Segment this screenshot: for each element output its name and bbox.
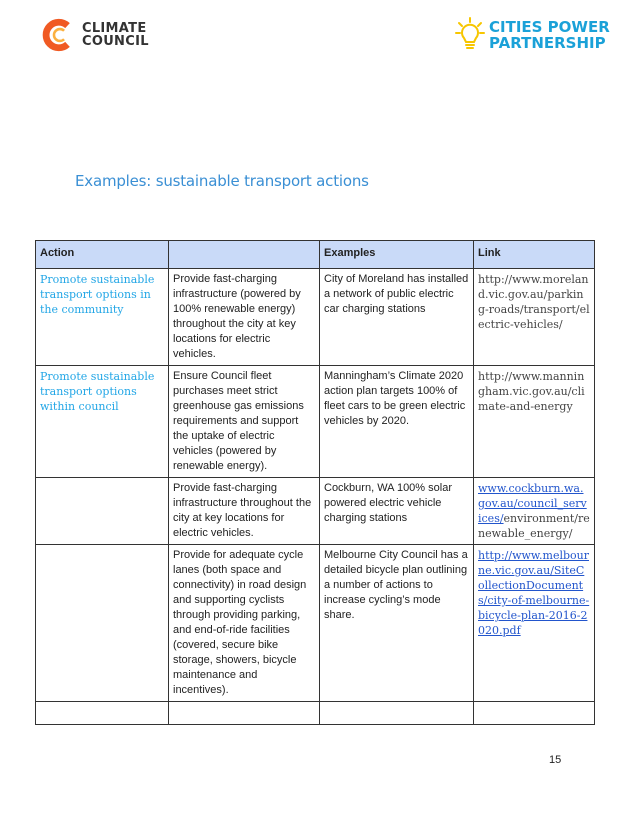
climate-council-c-icon [42, 18, 76, 52]
link-cell [474, 366, 595, 478]
climate-council-line1: CLIMATE [82, 21, 147, 36]
action-cell [36, 478, 169, 545]
link-cell [474, 545, 595, 702]
cities-power-line1: CITIES POWER [489, 18, 610, 36]
link-cell [474, 269, 595, 366]
table-header-row [36, 241, 595, 269]
link-underlined[interactable]: www.cockburn.wa.gov.au/council_services/ [478, 482, 587, 525]
section-heading: Examples: sustainable transport actions [75, 172, 369, 190]
link-cell [474, 702, 595, 725]
example-cell: City of Moreland has installed a network of public electric car charging stations [320, 269, 474, 366]
actions-table [35, 240, 595, 725]
lightbulb-icon [455, 16, 485, 54]
table-row [36, 366, 595, 478]
description-cell: Provide for adequate cycle lanes (both space and connectivity) in road design and supporting cyclists through providing parking, and end-of-ride facilities (covered, secure bike storage, showers, bicycle maintenance and incentives). [169, 545, 320, 702]
example-cell: Manningham’s Climate 2020 action plan targets 100% of fleet cars to be green electric vehicles by 2020. [320, 366, 474, 478]
table-row [36, 545, 595, 702]
table-row [36, 702, 595, 725]
header-action: Action [36, 241, 169, 269]
action-cell [36, 702, 169, 725]
action-cell: Promote sustainable transport options in the community [36, 269, 169, 366]
cities-power-partnership-logo [455, 16, 610, 54]
climate-council-line2: COUNCIL [82, 34, 149, 49]
example-cell [320, 702, 474, 725]
link-cell [474, 478, 595, 545]
climate-council-logo [42, 18, 149, 52]
header-link: Link [474, 241, 595, 269]
example-cell: Cockburn, WA 100% solar powered electric vehicle charging stations [320, 478, 474, 545]
cities-power-line2: PARTNERSHIP [489, 34, 606, 52]
header-description [169, 241, 320, 269]
link-plain: http://www.manningham.vic.gov.au/climate-and-energy [478, 370, 585, 413]
action-cell [36, 545, 169, 702]
description-cell [169, 702, 320, 725]
header-examples: Examples [320, 241, 474, 269]
description-cell: Provide fast-charging infrastructure throughout the city at key locations for electric vehicles. [169, 478, 320, 545]
link-underlined[interactable]: http://www.melbourne.vic.gov.au/SiteCollectionDocuments/city-of-melbourne-bicycle-plan-2016-2020.pdf [478, 549, 590, 637]
description-cell: Provide fast-charging infrastructure (powered by 100% renewable energy) throughout the city at key locations for electric vehicles. [169, 269, 320, 366]
table-row [36, 478, 595, 545]
table-row [36, 269, 595, 366]
link-plain: environment/renewable_energy/ [478, 512, 590, 540]
link-plain: http://www.moreland.vic.gov.au/parking-roads/transport/electric-vehicles/ [478, 273, 590, 331]
description-cell: Ensure Council fleet purchases meet strict greenhouse gas emissions requirements and support the uptake of electric vehicles (powered by renewable energy). [169, 366, 320, 478]
action-cell: Promote sustainable transport options within council [36, 366, 169, 478]
page-number: 15 [549, 754, 562, 766]
example-cell: Melbourne City Council has a detailed bicycle plan outlining a number of actions to increase cycling’s mode share. [320, 545, 474, 702]
